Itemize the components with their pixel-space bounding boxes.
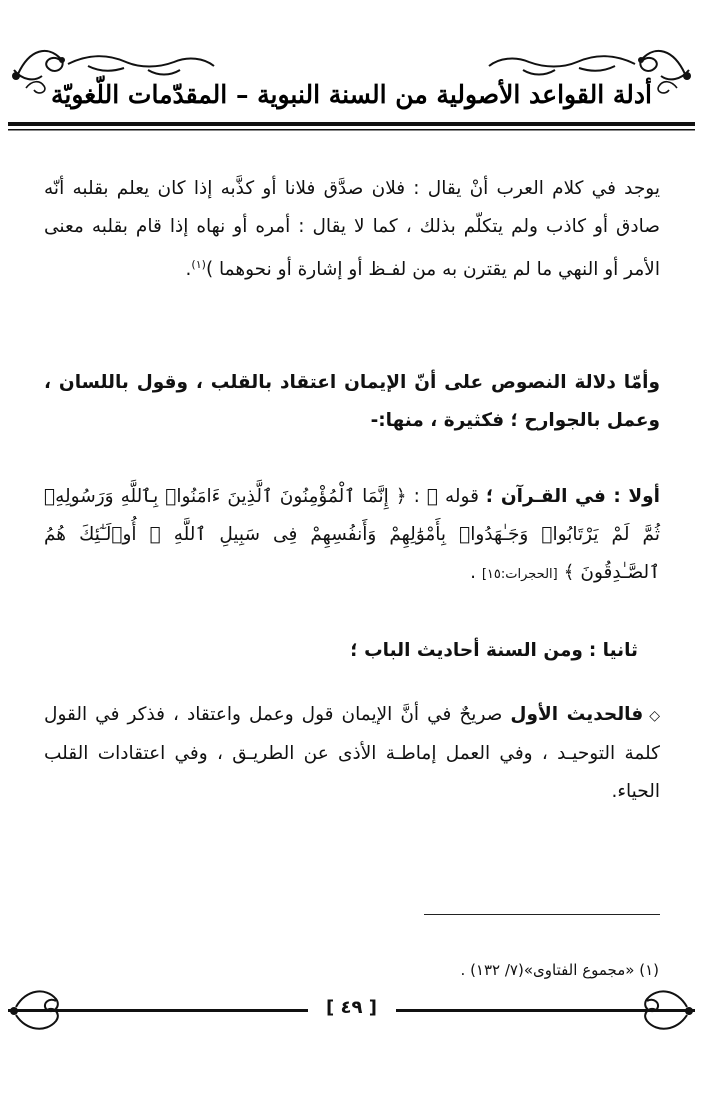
paragraph-2 (44, 364, 660, 440)
footnote: (١) «مجموع الفتاوى»(٧/ ١٣٢) . (460, 961, 659, 979)
paragraph-1-end: . (185, 259, 192, 281)
page-number: [ ٤٩ ] (326, 997, 377, 1018)
paragraph-3 (44, 478, 660, 594)
paragraph-3-lead: قوله ﷺ : ﴿ (395, 486, 479, 507)
diamond-bullet-icon: ◇ (649, 708, 660, 724)
paragraph-5-text: صريحٌ في أنَّ الإيمان قول وعمل واعتقاد ، فذكر في القول كلمة التوحيـد ، وفي العمل إماطـة الأذى عن الطريـق ، وفي اعتقادات القلب الحياء. (44, 704, 660, 802)
surah-reference: [الحجرات:١٥] (481, 567, 558, 582)
footnote-ref[interactable]: (١) (191, 258, 206, 271)
header-rule (8, 122, 695, 136)
paragraph-5 (44, 696, 660, 811)
paragraph-3-label: أولا : في القـرآن ؛ (485, 486, 660, 507)
quran-verse: إِنَّمَا ٱلْمُؤْمِنُونَ ٱلَّذِينَ ءَامَنُوا۟ بِٱللَّهِ وَرَسُولِهِۦ ثُمَّ لَمْ يَرْتَابُوا۟ وَجَـٰهَدُوا۟ بِأَمْوَٰلِهِمْ وَأَنفُسِهِمْ فِى سَبِيلِ ٱللَّهِ ۚ أُو۟لَـٰٓئِكَ هُمُ ٱلصَّـٰدِقُونَ (44, 486, 660, 583)
paragraph-1-text: يوجد في كلام العرب أنْ يقال : فلان صدَّق فلانا أو كذَّبه إذا كان يعلم بقلبه أنّه صادق أو كاذب ولم يتكلّم بذلك ، كما لا يقال : أمره أو نهاه إذا قام بقلبه معنى الأمر أو النهي ما لم يقترن به من لفـظ أو إشارة أو نحوهما ) (44, 178, 660, 281)
paragraph-4-text: ومن السنة أحاديث الباب ؛ (350, 640, 583, 661)
paragraph-3-end: . (470, 562, 476, 583)
paragraph-4 (44, 632, 660, 670)
footnote-rule (424, 914, 660, 915)
quran-close: ﴾ (563, 562, 575, 583)
paragraph-1 (44, 170, 660, 289)
paragraph-4-label: ثانيا : (588, 640, 638, 661)
paragraph-5-label: فالحديث الأول (510, 704, 644, 725)
paragraph-2-text: وأمّا دلالة النصوص على أنّ الإيمان اعتقاد بالقلب ، وقول باللسان ، وعمل بالجوارح ؛ فكثيرة ، منها:- (44, 372, 660, 431)
running-head: أدلة القواعد الأصولية من السنة النبوية – المقدّمات اللّغويّة (51, 80, 652, 109)
